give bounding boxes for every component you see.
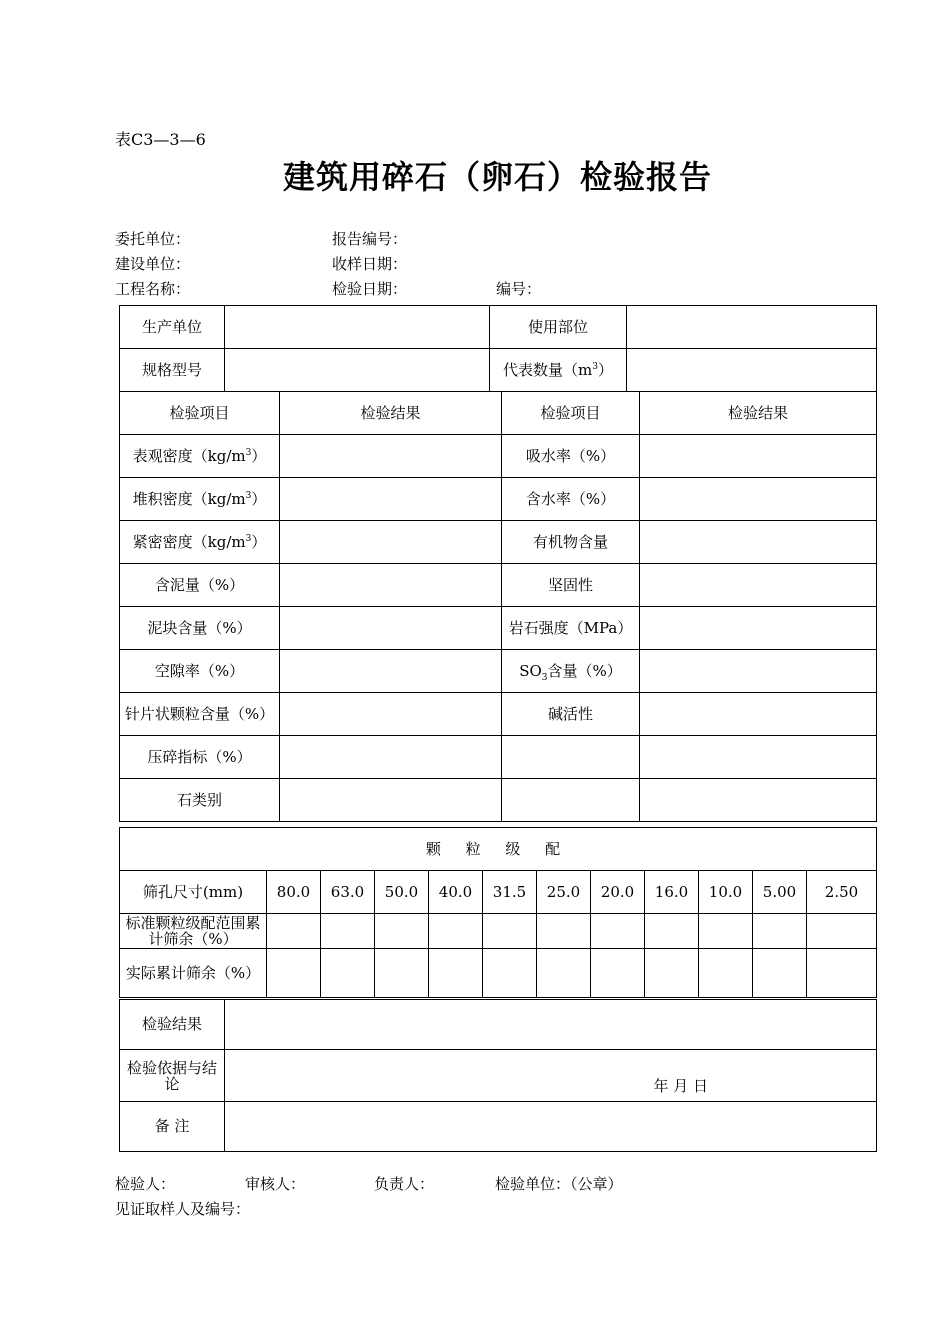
grading-value[interactable] [591, 949, 645, 998]
grading-value[interactable] [267, 949, 321, 998]
column-header-result: 检验结果 [640, 392, 877, 435]
sieve-size: 31.5 [483, 871, 537, 914]
test-item-label: 有机物含量 [502, 521, 640, 564]
sieve-size: 2.50 [807, 871, 877, 914]
client-label: 委托单位： [115, 230, 191, 248]
spec-value[interactable] [225, 349, 490, 392]
sieve-size: 50.0 [375, 871, 429, 914]
grading-value[interactable] [807, 914, 877, 949]
test-item-label: 紧密密度$(kg/m^3)$ [120, 521, 280, 564]
test-item-label: 石类别 [120, 779, 280, 822]
test-item-label: 空隙率（%） [120, 650, 280, 693]
test-item-label: 针片状颗粒含量（%） [120, 693, 280, 736]
table-row [120, 478, 877, 521]
test-item-label: 压碎指标（%） [120, 736, 280, 779]
column-header-item: 检验项目 [120, 392, 280, 435]
column-header-item: 检验项目 [502, 392, 640, 435]
test-item-label: 含泥量（%） [120, 564, 280, 607]
sieve-size: 80.0 [267, 871, 321, 914]
test-item-label: $SO_3$含量（%） [502, 650, 640, 693]
date-mark: 年 月 日 [653, 1077, 708, 1095]
grading-table [119, 827, 877, 998]
grading-value[interactable] [537, 914, 591, 949]
conclusion-table [119, 999, 877, 1152]
grading-value[interactable] [375, 949, 429, 998]
grading-value[interactable] [753, 949, 807, 998]
test-item-result[interactable] [280, 435, 502, 478]
remark-value[interactable] [225, 1102, 877, 1152]
table-row [120, 650, 877, 693]
grading-value[interactable] [483, 949, 537, 998]
project-name-label: 工程名称： [115, 280, 191, 298]
table-row [120, 1102, 877, 1152]
sieve-size: 10.0 [699, 871, 753, 914]
test-item-label: 坚固性 [502, 564, 640, 607]
test-item-label: 碱活性 [502, 693, 640, 736]
basic-info-table [119, 305, 877, 392]
basis-label: 检验依据与结论 [120, 1050, 225, 1102]
test-item-result[interactable] [640, 693, 877, 736]
sample-date-label: 收样日期： [332, 255, 408, 273]
reviewer-label: 审核人： [245, 1175, 306, 1193]
witness-label: 见证取样人及编号： [115, 1200, 251, 1218]
grading-value[interactable] [321, 914, 375, 949]
grading-value[interactable] [699, 949, 753, 998]
table-row [120, 1000, 877, 1050]
test-item-result[interactable] [640, 564, 877, 607]
quantity-label: 代表数量$(m^3)$ [490, 349, 627, 392]
sieve-size: 63.0 [321, 871, 375, 914]
test-item-label [502, 779, 640, 822]
remark-label: 备 注 [120, 1102, 225, 1152]
grading-value[interactable] [483, 914, 537, 949]
grading-value[interactable] [645, 914, 699, 949]
table-row [120, 871, 877, 914]
grading-value[interactable] [429, 949, 483, 998]
grading-value[interactable] [375, 914, 429, 949]
inspector-label: 检验人： [115, 1175, 176, 1193]
sieve-size: 16.0 [645, 871, 699, 914]
test-item-label: 泥块含量（%） [120, 607, 280, 650]
page-title: 建筑用碎石（卵石）检验报告 [282, 158, 712, 196]
test-item-result[interactable] [640, 736, 877, 779]
table-row [120, 1050, 877, 1102]
test-item-result[interactable] [640, 607, 877, 650]
grading-value[interactable] [429, 914, 483, 949]
test-items-table [119, 391, 877, 822]
sieve-size: 5.00 [753, 871, 807, 914]
test-item-result[interactable] [280, 521, 502, 564]
test-item-label: 岩石强度（MPa） [502, 607, 640, 650]
test-item-label: 堆积密度$(kg/m^3)$ [120, 478, 280, 521]
grading-value[interactable] [267, 914, 321, 949]
test-item-result[interactable] [640, 435, 877, 478]
standard-grading-label: 标准颗粒级配范围累计筛余（%） [120, 914, 267, 949]
result-value[interactable] [225, 1000, 877, 1050]
test-item-result[interactable] [280, 478, 502, 521]
grading-value[interactable] [699, 914, 753, 949]
table-row [120, 736, 877, 779]
producer-value[interactable] [225, 306, 490, 349]
table-row [120, 779, 877, 822]
producer-label: 生产单位 [120, 306, 225, 349]
grading-value[interactable] [537, 949, 591, 998]
table-row [120, 564, 877, 607]
table-row [120, 306, 877, 349]
test-date-label: 检验日期： [332, 280, 408, 298]
table-row [120, 693, 877, 736]
sieve-size: 20.0 [591, 871, 645, 914]
number-label: 编号： [496, 280, 542, 298]
test-item-result[interactable] [640, 650, 877, 693]
usage-value[interactable] [627, 306, 877, 349]
table-row [120, 607, 877, 650]
column-header-result: 检验结果 [280, 392, 502, 435]
test-item-label [502, 736, 640, 779]
responsible-label: 负责人： [374, 1175, 435, 1193]
test-item-label: 含水率（%） [502, 478, 640, 521]
test-item-label: 表观密度$(kg/m^3)$ [120, 435, 280, 478]
test-item-result[interactable] [280, 736, 502, 779]
report-no-label: 报告编号： [332, 230, 408, 248]
test-item-result[interactable] [640, 779, 877, 822]
usage-label: 使用部位 [490, 306, 627, 349]
grading-value[interactable] [591, 914, 645, 949]
construction-unit-label: 建设单位： [115, 255, 191, 273]
sieve-size: 25.0 [537, 871, 591, 914]
test-item-result[interactable] [280, 650, 502, 693]
grading-value[interactable] [645, 949, 699, 998]
result-label: 检验结果 [120, 1000, 225, 1050]
test-item-result[interactable] [280, 564, 502, 607]
form-code: 表C3—3—6 [115, 130, 206, 149]
grading-value[interactable] [807, 949, 877, 998]
table-row [120, 949, 877, 998]
basis-value[interactable] [225, 1050, 877, 1102]
table-row [120, 828, 877, 871]
test-item-result[interactable] [280, 779, 502, 822]
sieve-size: 40.0 [429, 871, 483, 914]
table-header-row [120, 392, 877, 435]
test-item-result[interactable] [280, 607, 502, 650]
spec-label: 规格型号 [120, 349, 225, 392]
grading-value[interactable] [321, 949, 375, 998]
quantity-value[interactable] [627, 349, 877, 392]
table-row [120, 435, 877, 478]
actual-residue-label: 实际累计筛余（%） [120, 949, 267, 998]
table-row [120, 349, 877, 392]
test-item-result[interactable] [640, 521, 877, 564]
test-item-result[interactable] [640, 478, 877, 521]
grading-value[interactable] [753, 914, 807, 949]
test-unit-label: 检验单位：（公章） [495, 1175, 623, 1193]
sieve-size-label: 筛孔尺寸(mm) [120, 871, 267, 914]
test-item-result[interactable] [280, 693, 502, 736]
grading-title: 颗 粒 级 配 [120, 828, 877, 871]
test-item-label: 吸水率（%） [502, 435, 640, 478]
table-row [120, 914, 877, 949]
table-row [120, 521, 877, 564]
